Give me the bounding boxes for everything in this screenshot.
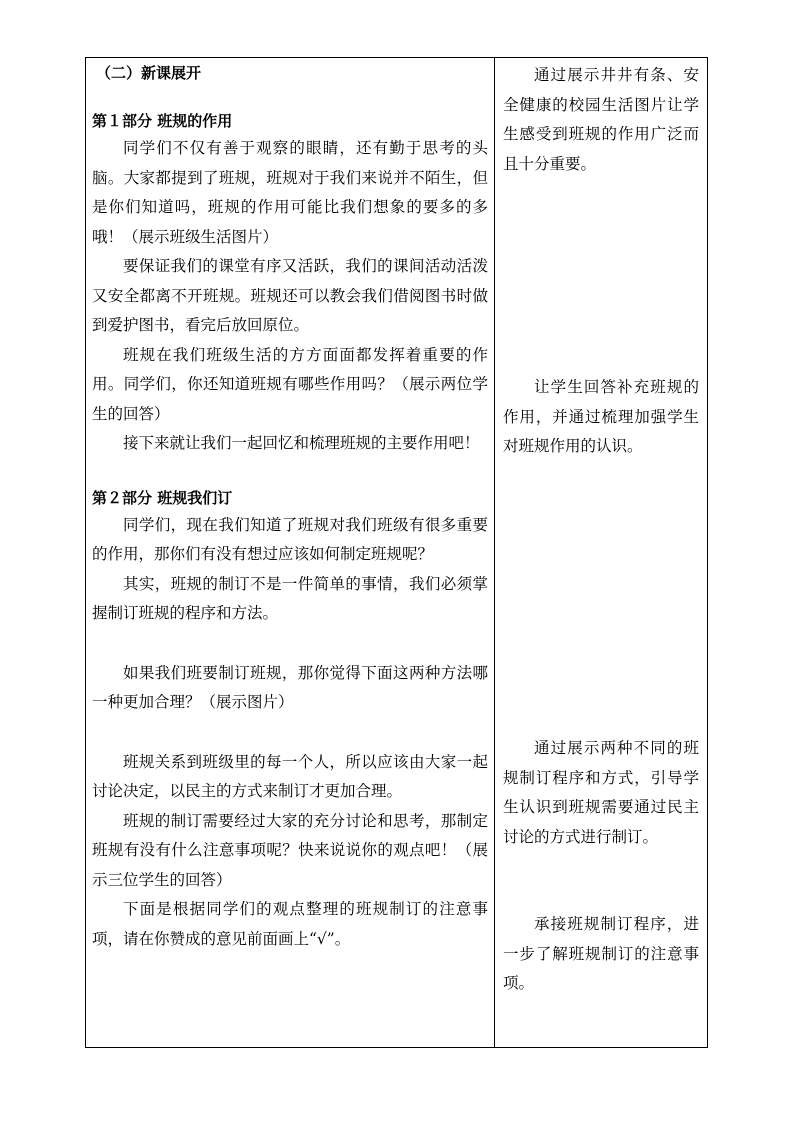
design-note: 承接班规制订程序，进一步了解班规制订的注意事项。 xyxy=(503,915,699,992)
part1-paragraph: 班规在我们班级生活的方方面面都发挥着重要的作用。同学们，你还知道班规有哪些作用吗？（展示两位学生的回答） xyxy=(92,345,488,423)
part1-title: 第１部分 班规的作用 xyxy=(92,112,233,130)
part2-paragraph: 其实，班规的制订不是一件简单的事情，我们必须掌握制订班规的程序和方法。 xyxy=(92,574,488,622)
part2-paragraph: 班规的制订需要经过大家的充分讨论和思考，那制定班规有没有什么注意事项呢？快来说说你的观点吧！（展示三位学生的回答） xyxy=(92,811,488,889)
part2-paragraph: 同学们，现在我们知道了班规对我们班级有很多重要的作用，那你们有没有想过应该如何制定班规呢？ xyxy=(92,515,488,563)
part1-paragraph: 同学们不仅有善于观察的眼睛，还有勤于思考的头脑。大家都提到了班规，班规对于我们来说并不陌生，但是你们知道吗，班规的作用可能比我们想象的要多的多哦！（展示班级生活图片） xyxy=(92,139,488,246)
design-note: 让学生回答补充班规的作用，并通过梳理加强学生对班规作用的认识。 xyxy=(503,378,699,455)
part1-paragraph: 要保证我们的课堂有序又活跃，我们的课间活动活泼又安全都离不开班规。班规还可以教会我们借阅图书时做到爱护图书，看完后放回原位。 xyxy=(92,257,488,334)
part2-title: 第２部分 班规我们订 xyxy=(92,488,233,507)
teaching-process-column xyxy=(86,58,494,954)
section-title: （二）新课展开 xyxy=(96,64,202,82)
part2-paragraph: 班规关系到班级里的每一个人，所以应该由大家一起讨论决定，以民主的方式来制订才更加合理。 xyxy=(92,752,488,800)
part2-paragraph: 下面是根据同学们的观点整理的班规制订的注意事项，请在你赞成的意见前面画上“√”。 xyxy=(92,900,488,948)
lesson-plan-table xyxy=(85,57,708,1048)
part2-paragraph: 如果我们班要制订班规，那你觉得下面这两种方法哪一种更加合理？（展示图片） xyxy=(92,663,488,711)
design-note: 通过展示两种不同的班规制订程序和方式，引导学生认识到班规需要通过民主讨论的方式进行制订。 xyxy=(503,739,699,846)
design-note: 通过展示井井有条、安全健康的校园生活图片让学生感受到班规的作用广泛而且十分重要。 xyxy=(503,66,699,173)
part1-paragraph: 接下来就让我们一起回忆和梳理班规的主要作用吧！ xyxy=(123,434,480,452)
column-divider xyxy=(494,58,495,1047)
